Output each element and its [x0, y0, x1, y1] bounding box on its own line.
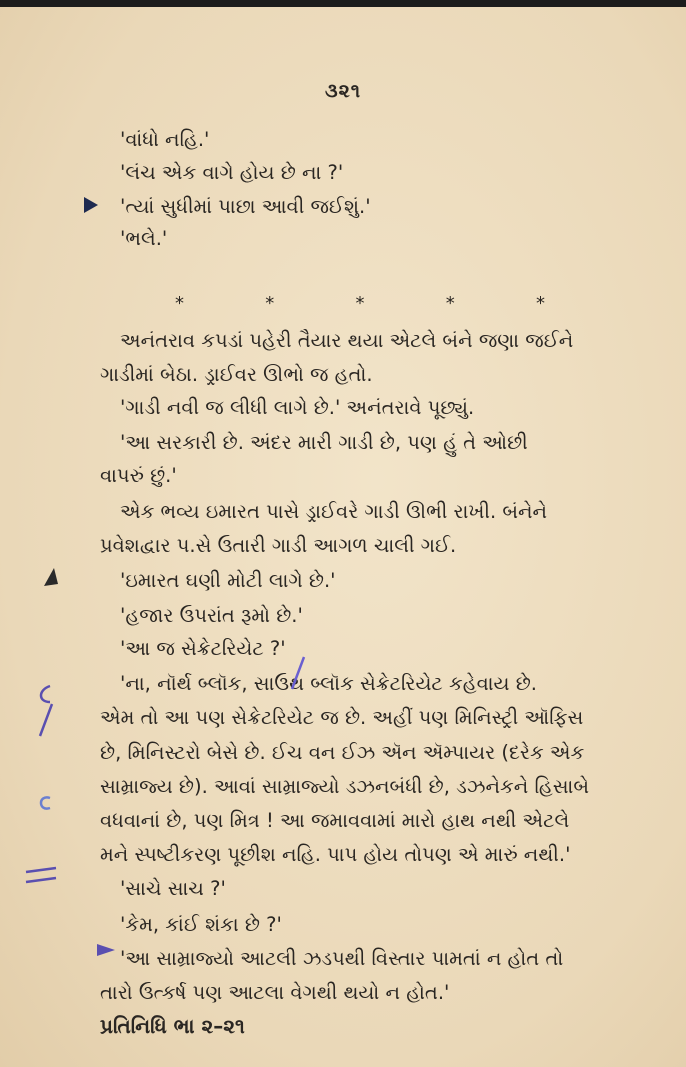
- arrow-marker-icon: [95, 940, 129, 960]
- text-line: પ્રવેશદ્વાર પ.સે ઉતારી ગાડી આગળ ચાલી ગઈ.: [100, 534, 457, 557]
- top-edge: [0, 0, 686, 7]
- text-line: એમ તો આ પણ સેક્રેટરિયેટ જ છે. અહીં પણ મિનિસ્ટ્રી ઑફિસ: [100, 706, 584, 729]
- double-line-annotation-icon: [22, 862, 62, 892]
- text-line: વાપરું છું.': [100, 464, 177, 487]
- text-line: 'ભલે.': [120, 227, 168, 250]
- text-line: 'ના, નૉર્થ બ્લૉક, સાઉથ બ્લૉક સેક્રેટરિયેટ કહેવાય છે.: [120, 672, 537, 695]
- divider-star: *: [175, 293, 184, 314]
- margin-annotation-icon: [30, 680, 70, 830]
- text-line: 'હજાર ઉપરાંત રૂમો છે.': [120, 604, 303, 627]
- text-line: 'આ સામ્રાજ્યો આટલી ઝડપથી વિસ્તાર પામતાં ન હોત તો: [120, 947, 564, 970]
- text-line: 'ત્યાં સુધીમાં પાછા આવી જઈશું.': [120, 195, 371, 218]
- slash-annotation-icon: [288, 655, 308, 691]
- text-line: મને સ્પષ્ટીકરણ પૂછીશ નહિ. પાપ હોય તોપણ એ મારું નથી.': [100, 843, 571, 866]
- text-line: 'વાંધો નહિ.': [120, 128, 210, 151]
- text-line: એક ભવ્ય ઇમારત પાસે ડ્રાઈવરે ગાડી ઊભી રાખી. બંનેને: [120, 500, 548, 523]
- text-line: 'આ સરકારી છે. અંદર મારી ગાડી છે, પણ હું તે ઓછી: [120, 431, 528, 454]
- triangle-marker-icon: [82, 195, 100, 215]
- signature-footer: પ્રતિનિધિ ભા ૨–૨૧: [100, 1014, 245, 1038]
- divider-star: *: [355, 293, 365, 314]
- page-number: ૩૨૧: [324, 80, 362, 102]
- text-line: છે, મિનિસ્ટરો બેસે છે. ઈચ વન ઈઝ ઍન ઍમ્પાયર (દરેક એક: [100, 741, 585, 764]
- text-line: 'ગાડી નવી જ લીધી લાગે છે.' અનંતરાવે પૂછ્યું.: [120, 396, 475, 419]
- section-divider: [175, 293, 545, 314]
- text-line: 'આ જ સેક્રેટરિયેટ ?': [120, 637, 286, 660]
- text-line: તારો ઉત્કર્ષ પણ આટલા વેગથી થયો ન હોત.': [100, 981, 450, 1004]
- divider-star: *: [445, 293, 455, 314]
- text-line: 'કેમ, કાંઈ શંકા છે ?': [120, 913, 282, 936]
- divider-star: *: [265, 293, 275, 314]
- text-line: સામ્રાજ્ય છે). આવાં સામ્રાજ્યો ડઝનબંધી છે, ડઝનેકને હિસાબે: [100, 775, 589, 798]
- pencil-tick-icon: [40, 560, 76, 590]
- text-line: ગાડીમાં બેઠા. ડ્રાઈવર ઊભો જ હતો.: [100, 363, 373, 386]
- text-line: વધવાનાં છે, પણ મિત્ર ! આ જમાવવામાં મારો હાથ નથી એટલે: [100, 809, 570, 832]
- text-line: અનંતરાવ કપડાં પહેરી તૈયાર થયા એટલે બંને જણા જઈને: [120, 329, 574, 352]
- text-line: 'ઇમારત ઘણી મોટી લાગે છે.': [120, 569, 336, 592]
- divider-star: *: [536, 293, 545, 314]
- text-line: 'સાચે સાચ ?': [120, 877, 226, 900]
- text-line: 'લંચ એક વાગે હોય છે ના ?': [120, 161, 344, 184]
